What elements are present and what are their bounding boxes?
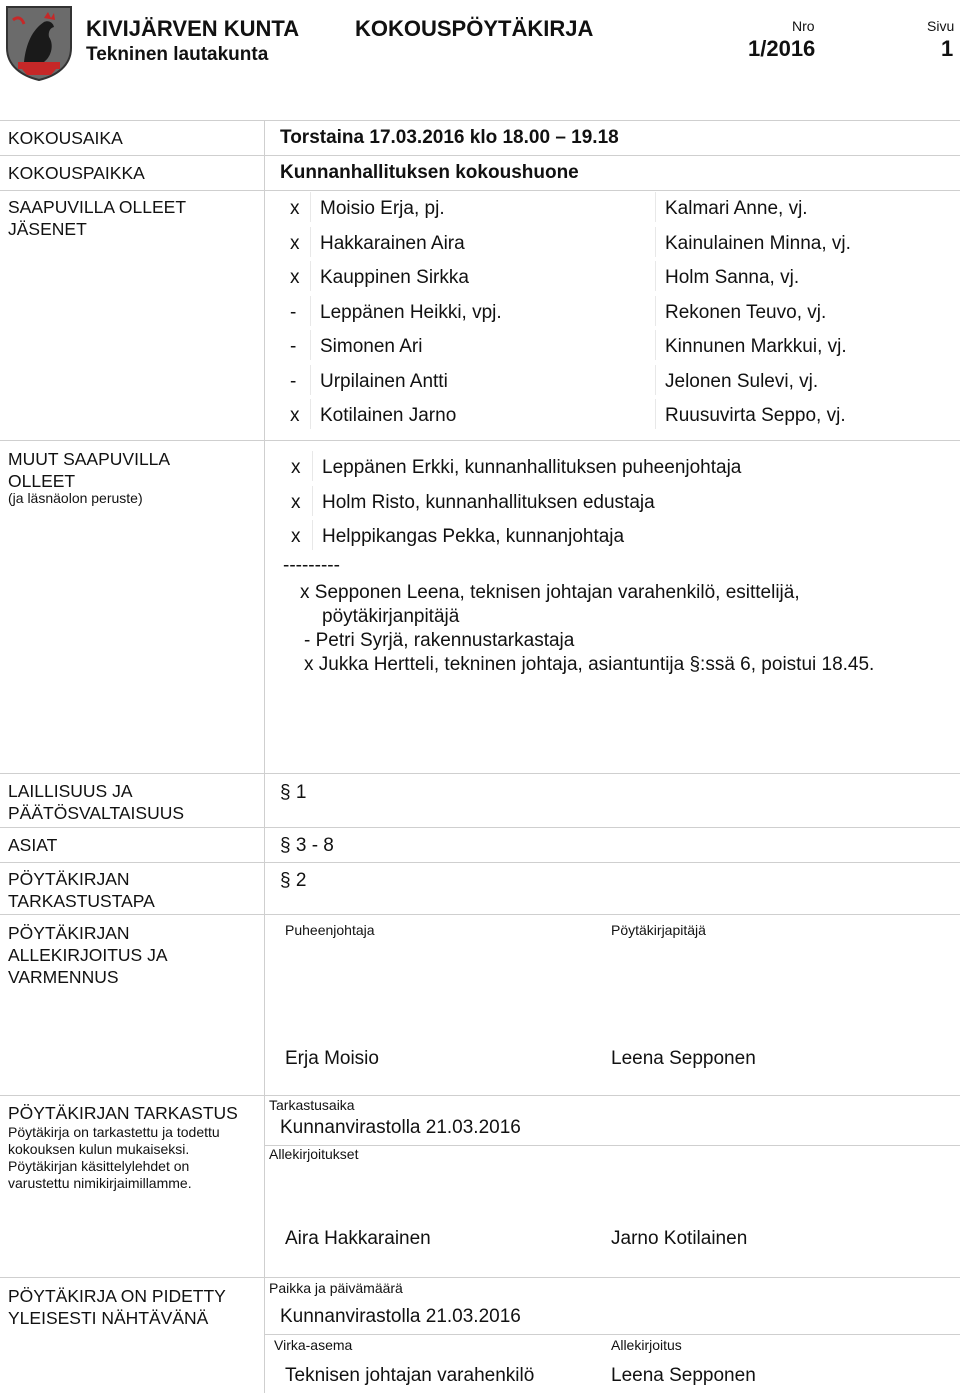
deputy-name: Kainulainen Minna, vj. <box>665 232 851 254</box>
signature-label: PÖYTÄKIRJAN ALLEKIRJOITUS JA VARMENNUS <box>8 923 167 987</box>
chair-title: Puheenjohtaja <box>285 922 375 938</box>
matters-value: § 3 - 8 <box>280 835 334 856</box>
deputy-name: Rekonen Teuvo, vj. <box>665 301 827 323</box>
member-name: Moisio Erja, pj. <box>320 198 445 219</box>
mark-box <box>625 365 656 395</box>
deputy-name: Jelonen Sulevi, vj. <box>665 370 819 392</box>
sivu-value: 1 <box>941 36 954 61</box>
member-name: Urpilainen Antti <box>320 370 448 392</box>
divider <box>0 440 960 441</box>
member-name: Simonen Ari <box>320 336 423 357</box>
meeting-time-value: Torstaina 17.03.2016 klo 18.00 – 19.18 <box>280 127 619 148</box>
divider <box>0 914 960 915</box>
legality-value: § 1 <box>280 782 307 803</box>
matters-label: ASIAT <box>8 835 58 855</box>
inspection-signatures-title: Allekirjoitukset <box>269 1146 359 1162</box>
sivu-label: Sivu <box>927 18 955 34</box>
deputy-name: Kalmari Anne, vj. <box>665 198 808 219</box>
meeting-time-label: KOKOUSAIKA <box>8 128 123 148</box>
divider <box>264 1145 960 1146</box>
check-method-label: PÖYTÄKIRJAN TARKASTUSTAPA <box>8 869 155 911</box>
mark-box <box>625 330 656 360</box>
extra-line: x Sepponen Leena, teknisen johtajan varahenkilö, esittelijä, <box>300 582 800 603</box>
attendance-mark: x <box>291 526 301 547</box>
position-value: Teknisen johtajan varahenkilö <box>285 1365 535 1386</box>
mark-box <box>625 227 656 257</box>
attendance-mark: - <box>290 336 297 357</box>
crest-icon <box>4 4 74 82</box>
municipality-crest <box>4 4 74 82</box>
nro-label: Nro <box>792 18 815 34</box>
public-signature-value: Leena Sepponen <box>611 1365 756 1386</box>
board-name: Tekninen lautakunta <box>86 44 269 65</box>
public-label: PÖYTÄKIRJA ON PIDETTY YLEISESTI NÄHTÄVÄNÄ <box>8 1286 226 1328</box>
mark-box <box>625 192 656 222</box>
extra-line: - Petri Syrjä, rakennustarkastaja <box>304 630 575 651</box>
public-signature-title: Allekirjoitus <box>611 1337 682 1353</box>
mark-box <box>625 399 656 429</box>
divider <box>0 862 960 863</box>
column-divider <box>264 120 265 1393</box>
deputy-name: Kinnunen Markkui, vj. <box>665 336 847 357</box>
divider <box>0 827 960 828</box>
inspection-time-value: Kunnanvirastolla 21.03.2016 <box>280 1117 521 1138</box>
legality-label: LAILLISUUS JA PÄÄTÖSVALTAISUUS <box>8 781 185 823</box>
document-title: KOKOUSPÖYTÄKIRJA <box>355 16 594 41</box>
divider <box>0 1277 960 1278</box>
check-method-value: § 2 <box>280 870 307 891</box>
other-attendee: Holm Risto, kunnanhallituksen edustaja <box>322 491 655 513</box>
attendance-mark: x <box>290 198 300 219</box>
others-label: MUUT SAAPUVILLA OLLEET <box>8 449 170 491</box>
nro-value: 1/2016 <box>748 36 816 61</box>
chair-name: Erja Moisio <box>285 1048 379 1069</box>
mark-box <box>625 296 656 326</box>
divider <box>0 773 960 774</box>
municipality-name: KIVIJÄRVEN KUNTA <box>86 16 300 41</box>
member-name: Kotilainen Jarno <box>320 405 457 426</box>
deputy-name: Ruusuvirta Seppo, vj. <box>665 405 846 426</box>
attendance-mark: x <box>290 232 300 254</box>
mark-box <box>625 261 656 291</box>
attendance-mark: x <box>291 457 301 478</box>
meeting-place-label: KOKOUSPAIKKA <box>8 163 145 183</box>
attendance-mark: - <box>290 301 297 323</box>
divider <box>0 1095 960 1096</box>
position-title: Virka-asema <box>274 1337 353 1353</box>
inspection-description: Pöytäkirja on tarkastettu ja todettu kokouksen kulun mukaiseksi. Pöytäkirjan käsittelylehdet on varustettu nimikirjaimillamme. <box>8 1124 220 1191</box>
divider <box>0 190 960 191</box>
member-name: Leppänen Heikki, vpj. <box>320 301 502 323</box>
attendance-mark: x <box>291 491 301 513</box>
divider <box>264 1334 960 1335</box>
secretary-name: Leena Sepponen <box>611 1048 756 1069</box>
others-sublabel: (ja läsnäolon peruste) <box>8 490 143 506</box>
divider <box>0 155 960 156</box>
attendance-mark: x <box>290 405 300 426</box>
meeting-place-value: Kunnanhallituksen kokoushuone <box>280 162 579 183</box>
attendance-mark: x <box>290 267 300 288</box>
members-label: SAAPUVILLA OLLEET JÄSENET <box>8 197 186 239</box>
inspector-signature: Jarno Kotilainen <box>611 1228 748 1249</box>
member-name: Kauppinen Sirkka <box>320 267 469 288</box>
inspection-label: PÖYTÄKIRJAN TARKASTUS <box>8 1103 238 1123</box>
member-name: Hakkarainen Aira <box>320 232 465 254</box>
divider <box>0 120 960 121</box>
public-place-value: Kunnanvirastolla 21.03.2016 <box>280 1306 521 1327</box>
other-attendee: Helppikangas Pekka, kunnanjohtaja <box>322 526 625 547</box>
extra-line: x Jukka Hertteli, tekninen johtaja, asiantuntija §:ssä 6, poistui 18.45. <box>304 654 875 675</box>
deputy-name: Holm Sanna, vj. <box>665 267 800 288</box>
other-attendee: Leppänen Erkki, kunnanhallituksen puheenjohtaja <box>322 457 742 478</box>
public-place-title: Paikka ja päivämäärä <box>269 1280 403 1296</box>
extra-line: pöytäkirjanpitäjä <box>322 606 460 627</box>
inspector-signature: Aira Hakkarainen <box>285 1228 431 1249</box>
separator-text: --------- <box>283 555 340 576</box>
attendance-mark: - <box>290 370 297 392</box>
inspection-time-title: Tarkastusaika <box>269 1097 355 1113</box>
secretary-title: Pöytäkirjapitäjä <box>611 922 706 938</box>
